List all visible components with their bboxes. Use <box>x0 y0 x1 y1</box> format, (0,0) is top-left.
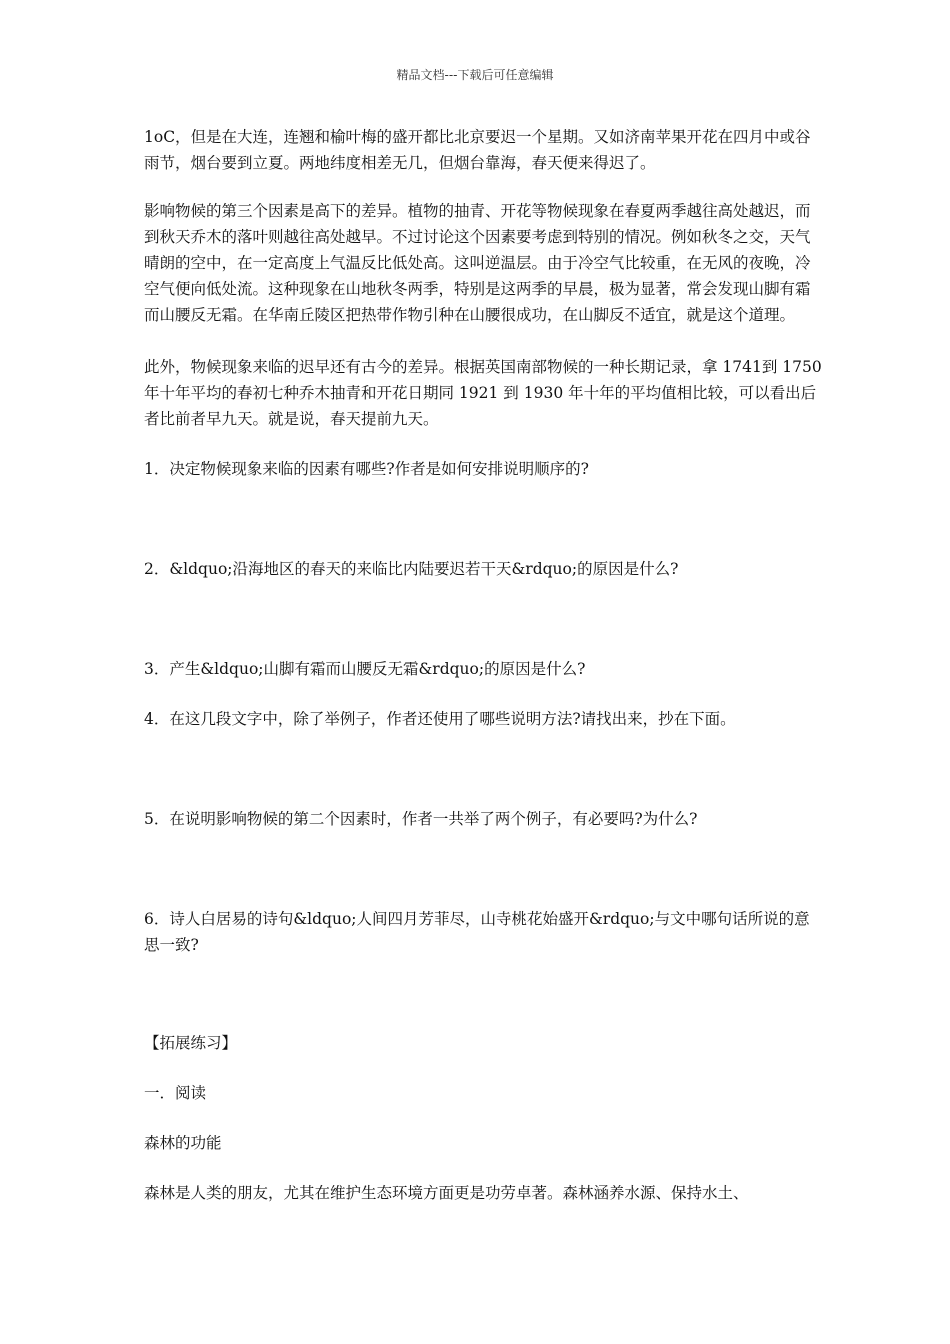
question-3: 3．产生&ldquo;山脚有霜而山腰反无霜&rdquo;的原因是什么? <box>144 660 586 678</box>
question-5: 5．在说明影响物候的第二个因素时，作者一共举了两个例子，有必要吗?为什么? <box>144 810 698 828</box>
extension-heading: 【拓展练习】 <box>144 1034 238 1052</box>
document-body <box>144 124 824 1206</box>
article-title: 森林的功能 <box>144 1134 222 1152</box>
page-header: 精品文档---下载后可任意编辑 <box>396 68 554 82</box>
article-paragraph-1: 森林是人类的朋友，尤其在维护生态环境方面更是功劳卓著。森林涵养水源、保持水土、 <box>144 1184 749 1202</box>
section-label: 一．阅读 <box>144 1084 207 1102</box>
question-4: 4．在这几段文字中，除了举例子，作者还使用了哪些说明方法?请找出来，抄在下面。 <box>144 710 736 728</box>
question-1: 1．决定物候现象来临的因素有哪些?作者是如何安排说明顺序的? <box>144 460 589 478</box>
question-6: 6．诗人白居易的诗句&ldquo;人间四月芳菲尽，山寺桃花始盛开&rdquo;与文中哪句话所说的意思一致? <box>144 910 810 954</box>
question-2: 2．&ldquo;沿海地区的春天的来临比内陆要迟若干天&rdquo;的原因是什么? <box>144 560 679 578</box>
paragraph-3: 此外，物候现象来临的迟早还有古今的差异。根据英国南部物候的一种长期记录，拿 1741到 1750 年十年平均的春初七种乔木抽青和开花日期同 1921 到 1930 年十年的平均值相比较，可以看出后者比前者早九天。就是说，春天提前九天。 <box>144 358 822 428</box>
paragraph-1: 1oC，但是在大连，连翘和榆叶梅的盛开都比北京要迟一个星期。又如济南苹果开花在四月中或谷雨节，烟台要到立夏。两地纬度相差无几，但烟台靠海，春天便来得迟了。 <box>144 128 811 172</box>
paragraph-2: 影响物候的第三个因素是高下的差异。植物的抽青、开花等物候现象在春夏两季越往高处越迟，而到秋天乔木的落叶则越往高处越早。不过讨论这个因素要考虑到特别的情况。例如秋冬之交，天气晴朗的空中，在一定高度上气温反比低处高。这叫逆温层。由于冷空气比较重，在无风的夜晚，冷空气便向低处流。这种现象在山地秋冬两季，特别是这两季的早晨，极为显著，常会发现山脚有霜而山腰反无霜。在华南丘陵区把热带作物引种在山腰很成功，在山脚反不适宜，就是这个道理。 <box>144 202 811 324</box>
